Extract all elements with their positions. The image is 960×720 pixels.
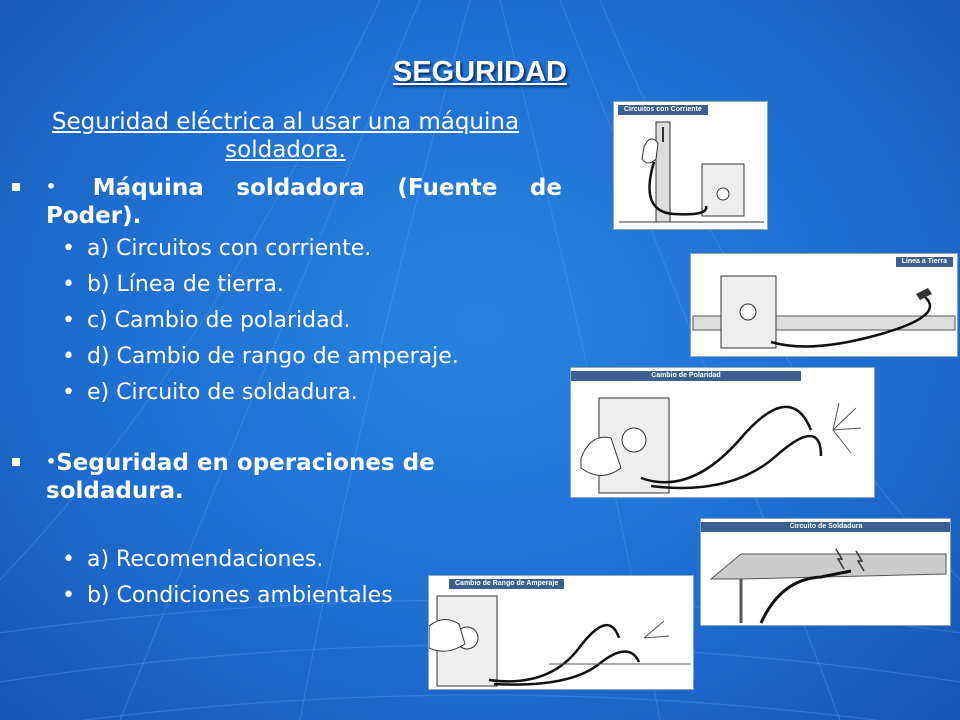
bullet-icon: • bbox=[62, 344, 75, 369]
list-item: • e) Circuito de soldadura. bbox=[62, 380, 358, 405]
figure-circuitos-con-corriente bbox=[613, 101, 768, 230]
figure-cambio-de-rango-de-amperaje bbox=[428, 575, 694, 690]
ground-line-illustration bbox=[691, 254, 957, 356]
amperage-range-illustration bbox=[429, 576, 693, 689]
bullet-icon: • bbox=[62, 236, 75, 261]
figure-caption: Línea a Tierra bbox=[896, 257, 953, 267]
section2-line2: soldadura. bbox=[46, 478, 184, 504]
list-item: • b) Condiciones ambientales bbox=[62, 583, 393, 608]
welder-power-switch-illustration bbox=[614, 102, 767, 229]
section1-line1: Máquina soldadora (Fuente de bbox=[92, 175, 562, 201]
bullet-icon: • bbox=[62, 308, 75, 333]
figure-caption: Cambio de Polaridad bbox=[571, 371, 801, 381]
section1-heading-cont bbox=[46, 201, 562, 231]
list-item: • c) Cambio de polaridad. bbox=[62, 308, 351, 333]
bullet-icon: • bbox=[62, 583, 75, 608]
list-item: • a) Circuitos con corriente. bbox=[62, 236, 372, 261]
welding-circuit-illustration bbox=[701, 519, 950, 625]
section2-heading bbox=[46, 447, 562, 478]
round-bullet-icon: • bbox=[46, 452, 57, 471]
figure-circuito-de-soldadura bbox=[700, 518, 951, 626]
section2-line1: Seguridad en operaciones de bbox=[56, 450, 435, 476]
figure-caption: Circuito de Soldadura bbox=[701, 522, 951, 532]
list-item: • a) Recomendaciones. bbox=[62, 547, 324, 572]
page-title: SEGURIDAD bbox=[392, 56, 567, 88]
figure-linea-a-tierra bbox=[690, 253, 958, 357]
round-bullet-icon: • bbox=[46, 177, 57, 196]
subtitle: Seguridad eléctrica al usar una máquina soldadora. bbox=[51, 109, 520, 163]
polarity-change-illustration bbox=[571, 368, 874, 497]
list-item: • d) Cambio de rango de amperaje. bbox=[62, 344, 459, 369]
square-bullet-icon bbox=[12, 458, 20, 466]
figure-cambio-de-polaridad bbox=[570, 367, 875, 498]
square-bullet-icon bbox=[12, 183, 20, 191]
section1-line2: Poder). bbox=[46, 203, 142, 229]
bullet-icon: • bbox=[62, 547, 75, 572]
bullet-icon: • bbox=[62, 272, 75, 297]
section2-heading-cont bbox=[46, 476, 562, 506]
figure-caption: Cambio de Rango de Amperaje bbox=[449, 579, 564, 589]
figure-caption: Circuitos con Corriente bbox=[618, 105, 708, 115]
bullet-icon: • bbox=[62, 380, 75, 405]
list-item: • b) Línea de tierra. bbox=[62, 272, 284, 297]
section1-heading bbox=[46, 172, 562, 203]
